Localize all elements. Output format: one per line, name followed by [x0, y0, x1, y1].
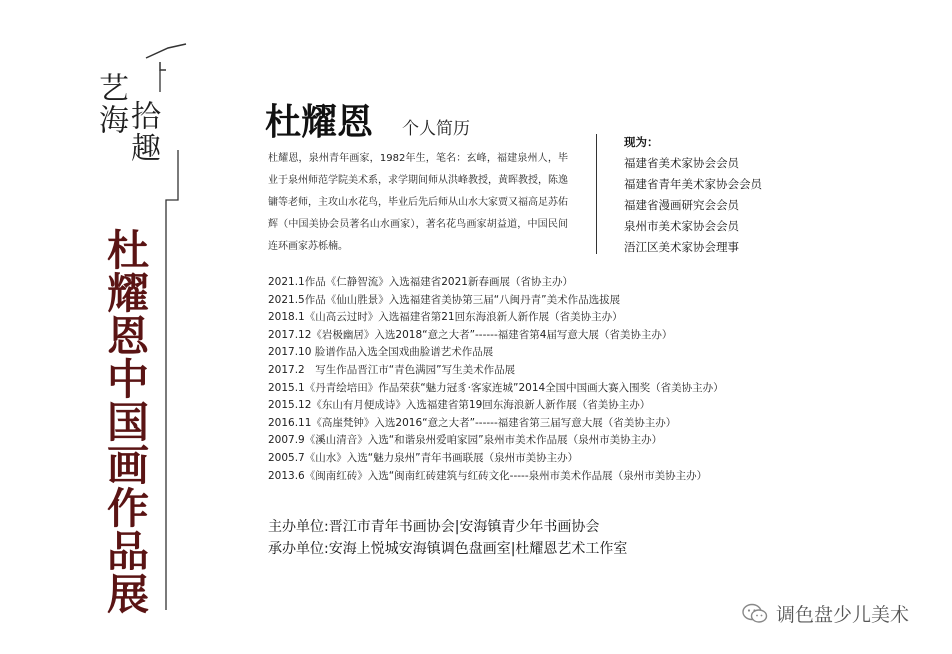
timeline-item: 2021.1作品《仁静智流》入选福建省2021新春画展（省协主办）	[268, 276, 573, 288]
artist-name: 杜耀恩	[265, 101, 374, 143]
resume-subtitle: 个人简历	[402, 119, 470, 139]
timeline-item: 2005.7《山水》入选“魅力泉州”青年书画联展（泉州市美协主办）	[268, 451, 579, 464]
watermark-text: 调色盘少儿美术	[776, 604, 910, 626]
memberships-label: 现为：	[624, 135, 659, 149]
timeline-item: 2017.12《岩极幽居》入选2018“意之大者”------福建省第4届写意大展（省美协主办）	[268, 328, 673, 341]
timeline-item: 2017.10 脸谱作品入选全国戏曲脸谱艺术作品展	[268, 346, 494, 359]
timeline-item: 2015.1《丹青绘培田》作品荣获“魅力冠豸·客家连城”2014全国中国画大赛入围奖（省美协主办）	[268, 381, 724, 394]
timeline-item: 2018.1《山高云过时》入选福建省第21回东海浪新人新作展（省美协主办）	[268, 311, 623, 324]
logo-top-chars: 艺海	[93, 72, 128, 136]
timeline-item: 2007.9《溪山清音》入选“和谐泉州爱咱家园”泉州市美术作品展（泉州市美协主办）	[268, 434, 663, 447]
wechat-icon	[742, 603, 768, 625]
account-watermark	[742, 600, 909, 627]
co-host-organizer: 承办单位:安海上悦城安海镇调色盘画室|杜耀恩艺术工作室	[268, 541, 628, 557]
membership-item: 福建省美术家协会会员	[624, 156, 739, 170]
timeline-item: 2017.2 写生作品晋江市“青色满园”写生美术作品展	[268, 363, 516, 376]
exhibition-title: 杜耀恩中国画作品展	[101, 228, 150, 615]
timeline-item: 2021.5作品《仙山胜景》入选福建省美协第三届“八闽丹青”美术作品选拔展	[268, 293, 621, 306]
membership-item: 泉州市美术家协会会员	[624, 219, 739, 233]
timeline-item: 2013.6《闽南红砖》入选“闽南红砖建筑与红砖文化-----泉州市美术作品展（泉州市美协主办）	[268, 469, 708, 482]
host-organizer: 主办单位:晋江市青年书画协会|安海镇青少年书画协会	[268, 519, 600, 535]
artist-bio: 杜耀恩，泉州青年画家，1982年生，笔名：玄峰，福建泉州人，毕业于泉州师范学院美术系，求学期间师从洪峰教授，黄晖教授，陈逸镛等老师，主攻山水花鸟，毕业后先后师从山水大家贾又福高足苏佑辉（中国美协会员著名山水画家），著名花鸟画家胡益道，中国民间连环画家苏栎楠。	[268, 153, 568, 252]
timeline-item: 2016.11《高崖梵钟》入选2016“意之大者”------福建省第三届写意大展（省美协主办）	[268, 416, 677, 429]
memberships	[624, 132, 762, 258]
membership-item: 福建省漫画研究会会员	[624, 198, 739, 212]
logo-bottom-chars: 拾趣	[125, 100, 160, 164]
organizers	[268, 516, 627, 560]
membership-item: 福建省青年美术家协会会员	[624, 177, 762, 191]
membership-item: 浯江区美术家协会理事	[624, 240, 739, 254]
timeline-item: 2015.12《东山有月便成诗》入选福建省第19回东海浪新人新作展（省美协主办）	[268, 399, 651, 412]
divider	[596, 134, 597, 254]
exhibition-timeline	[268, 274, 724, 485]
